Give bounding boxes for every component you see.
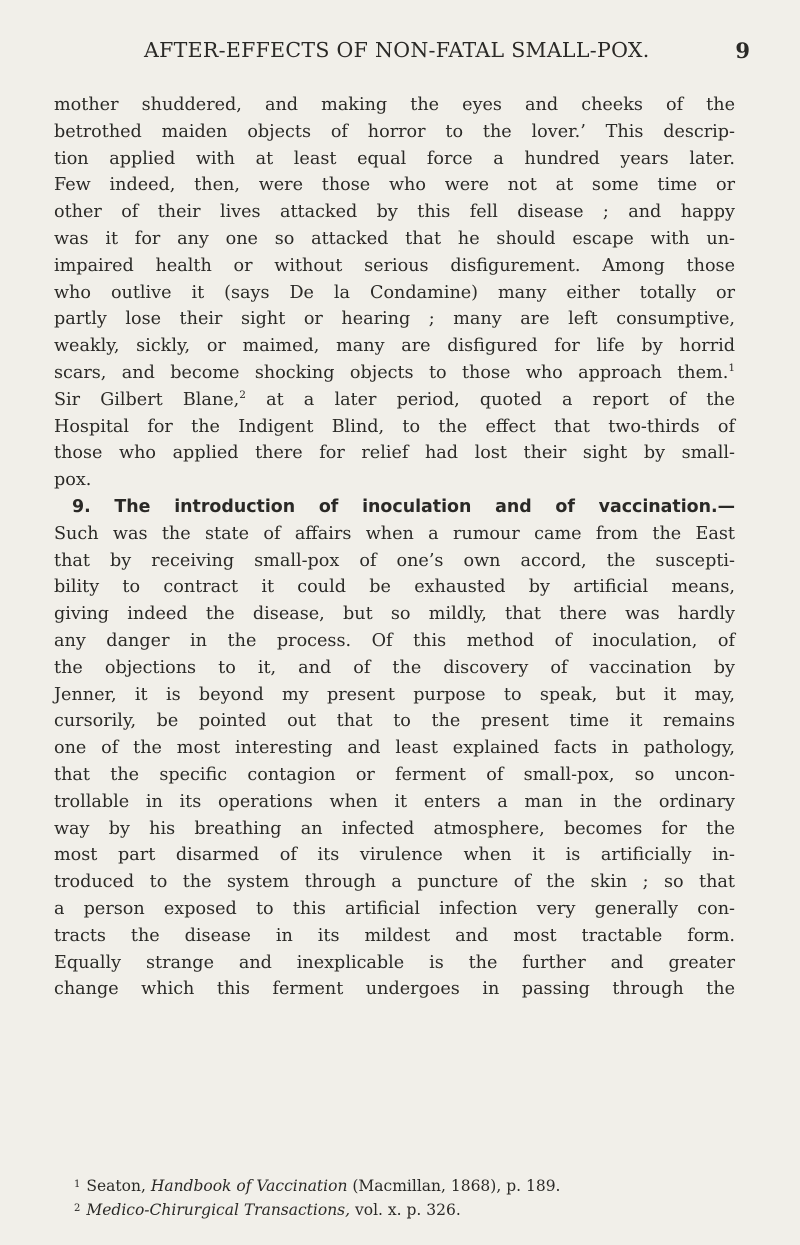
- text-line: weakly, sickly, or maimed, many are disfigured for life by horrid: [54, 336, 735, 357]
- text-line: most part disarmed of its virulence when it is artificially in-: [54, 845, 735, 866]
- text-line: tracts the disease in its mildest and most tractable form.: [54, 925, 735, 946]
- text-line: Such was the state of affairs when a rumour came from the East: [54, 523, 735, 544]
- footnote-title: Handbook of Vaccination: [150, 1177, 348, 1195]
- text-line: other of their lives attacked by this fell disease ; and happy: [54, 202, 735, 223]
- text-line-content: at a later period, quoted a report of the: [245, 389, 736, 410]
- footnote-title: Medico-Chirurgical Transactions,: [86, 1200, 351, 1219]
- footnote-text: Seaton,: [86, 1177, 151, 1195]
- footnote-mark: 2: [74, 1202, 81, 1214]
- footnote-ref: 1: [728, 361, 735, 374]
- text-line: any danger in the process. Of this method of inoculation, of: [54, 630, 735, 651]
- text-line: impaired health or without serious disfigurement. Among those: [54, 255, 735, 276]
- text-line: that the specific contagion or ferment of small-pox, so uncon-: [54, 764, 735, 785]
- page-number: 9: [735, 38, 750, 63]
- text-line: bility to contract it could be exhausted by artificial means,: [54, 577, 735, 598]
- text-line-content: scars, and become shocking objects to those who approach them.: [54, 362, 729, 383]
- text-line: mother shuddered, and making the eyes and cheeks of the: [54, 95, 735, 115]
- text-line: giving indeed the disease, but so mildly, that there was hardly: [54, 604, 735, 625]
- text-line-content: Sir Gilbert Blane,: [54, 389, 240, 410]
- text-line: pox.: [54, 470, 92, 491]
- text-line: way by his breathing an infected atmosphere, becomes for the: [54, 818, 735, 839]
- text-line: Jenner, it is beyond my present purpose to speak, but it may,: [54, 684, 735, 705]
- text-line: one of the most interesting and least explained facts in pathology,: [54, 738, 735, 759]
- text-line: a person exposed to this artificial infection very generally con-: [54, 898, 735, 919]
- body-text: [54, 92, 735, 1003]
- text-line: change which this ferment undergoes in passing through the: [54, 979, 735, 1000]
- text-line: Equally strange and inexplicable is the further and greater: [54, 952, 735, 973]
- text-line: tion applied with at least equal force a hundred years later.: [54, 148, 735, 169]
- text-line: troduced to the system through a puncture of the skin ; so that: [54, 872, 735, 893]
- footnotes: [54, 1174, 735, 1221]
- text-line: [54, 360, 735, 387]
- text-line: Few indeed, then, were those who were not at some time or: [54, 175, 735, 196]
- text-line: partly lose their sight or hearing ; many are left consumptive,: [54, 309, 735, 330]
- footnote: [54, 1174, 735, 1198]
- running-head: [40, 38, 760, 68]
- text-line: Hospital for the Indigent Blind, to the effect that two-thirds of: [54, 416, 735, 437]
- footnote: [54, 1198, 735, 1222]
- text-line: betrothed maiden objects of horror to the lover.’ This descrip-: [54, 121, 735, 142]
- text-line: the objections to it, and of the discovery of vaccination by: [54, 657, 735, 678]
- text-line: that by receiving small-pox of one’s own accord, the suscepti-: [54, 550, 735, 571]
- footnote-mark: 1: [74, 1179, 81, 1190]
- text-line: [54, 387, 735, 414]
- text-line: was it for any one so attacked that he should escape with un-: [54, 228, 735, 249]
- section-heading: 9. The introduction of inoculation and of vaccination.—: [72, 496, 735, 517]
- text-line: those who applied there for relief had lost their sight by small-: [54, 443, 735, 464]
- text-line: who outlive it (says De la Condamine) many either totally or: [54, 282, 735, 303]
- running-title: AFTER-EFFECTS OF NON-FATAL SMALL-POX.: [144, 38, 650, 62]
- text-line: trollable in its operations when it enters a man in the ordinary: [54, 791, 735, 812]
- footnote-ref: 2: [239, 388, 246, 401]
- footnote-text: vol. x. p. 326.: [350, 1200, 461, 1219]
- footnote-text: (Macmillan, 1868), p. 189.: [347, 1177, 561, 1195]
- text-line: cursorily, be pointed out that to the present time it remains: [54, 711, 735, 732]
